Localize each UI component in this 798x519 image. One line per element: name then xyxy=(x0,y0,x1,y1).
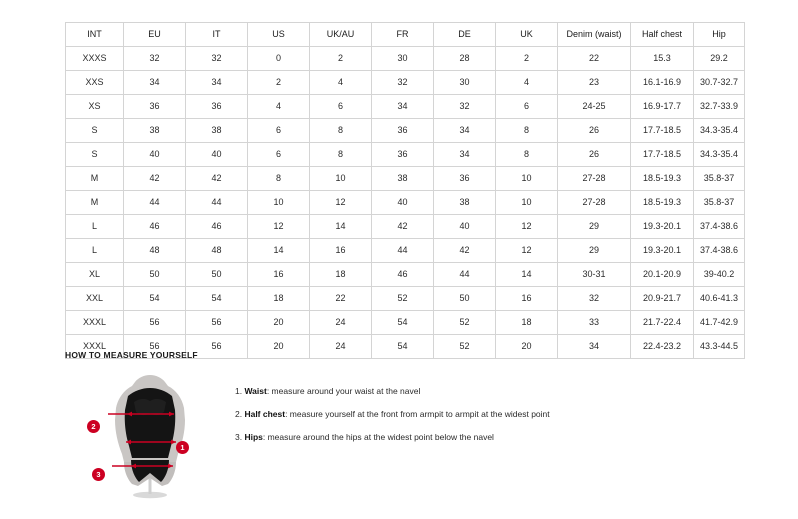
cell-int: L xyxy=(66,239,124,263)
cell-half-chest: 16.1-16.9 xyxy=(631,71,694,95)
how-to-measure-section xyxy=(65,350,745,499)
cell-uk: 12 xyxy=(496,215,558,239)
table-header xyxy=(66,23,745,47)
cell-eu: 50 xyxy=(124,263,186,287)
cell-uk: 14 xyxy=(496,263,558,287)
column-header-fr: FR xyxy=(372,23,434,47)
cell-fr: 54 xyxy=(372,311,434,335)
how-to-measure-title: HOW TO MEASURE YOURSELF xyxy=(65,350,198,360)
cell-us: 18 xyxy=(248,287,310,311)
cell-fr: 42 xyxy=(372,215,434,239)
table-row xyxy=(66,95,745,119)
column-header-uk: UK xyxy=(496,23,558,47)
cell-fr: 52 xyxy=(372,287,434,311)
cell-int: L xyxy=(66,215,124,239)
cell-hip: 34.3-35.4 xyxy=(694,143,745,167)
cell-hip: 43.3-44.5 xyxy=(694,335,745,359)
cell-half-chest: 15.3 xyxy=(631,47,694,71)
cell-de: 38 xyxy=(434,191,496,215)
cell-uk-au: 6 xyxy=(310,95,372,119)
cell-denim-waist: 24-25 xyxy=(558,95,631,119)
cell-de: 44 xyxy=(434,263,496,287)
cell-us: 2 xyxy=(248,71,310,95)
cell-de: 52 xyxy=(434,311,496,335)
how-to-measure-body xyxy=(65,374,745,499)
column-header-uk-au: UK/AU xyxy=(310,23,372,47)
cell-us: 6 xyxy=(248,119,310,143)
cell-fr: 46 xyxy=(372,263,434,287)
cell-uk: 8 xyxy=(496,119,558,143)
cell-int: XXS xyxy=(66,71,124,95)
cell-eu: 42 xyxy=(124,167,186,191)
cell-hip: 40.6-41.3 xyxy=(694,287,745,311)
cell-int: XL xyxy=(66,263,124,287)
column-header-it: IT xyxy=(186,23,248,47)
cell-it: 46 xyxy=(186,215,248,239)
cell-us: 20 xyxy=(248,311,310,335)
cell-half-chest: 22.4-23.2 xyxy=(631,335,694,359)
cell-fr: 36 xyxy=(372,143,434,167)
badge-half-chest: 2 xyxy=(87,420,100,433)
measure-step-waist xyxy=(235,386,745,397)
cell-hip: 41.7-42.9 xyxy=(694,311,745,335)
mannequin-illustration xyxy=(90,374,205,499)
table-row xyxy=(66,287,745,311)
step-term: Waist xyxy=(244,386,267,396)
cell-us: 10 xyxy=(248,191,310,215)
cell-us: 20 xyxy=(248,335,310,359)
cell-fr: 30 xyxy=(372,47,434,71)
cell-int: M xyxy=(66,191,124,215)
cell-int: XXXL xyxy=(66,335,124,359)
cell-it: 56 xyxy=(186,335,248,359)
cell-denim-waist: 29 xyxy=(558,215,631,239)
cell-hip: 35.8-37 xyxy=(694,167,745,191)
cell-denim-waist: 32 xyxy=(558,287,631,311)
step-number: 3. xyxy=(235,432,245,443)
table-row xyxy=(66,119,745,143)
cell-int: XXL xyxy=(66,287,124,311)
cell-uk-au: 12 xyxy=(310,191,372,215)
cell-us: 14 xyxy=(248,239,310,263)
column-header-int: INT xyxy=(66,23,124,47)
cell-uk: 18 xyxy=(496,311,558,335)
cell-denim-waist: 33 xyxy=(558,311,631,335)
cell-de: 40 xyxy=(434,215,496,239)
cell-de: 36 xyxy=(434,167,496,191)
cell-denim-waist: 23 xyxy=(558,71,631,95)
step-term: Half chest xyxy=(244,409,286,420)
column-header-de: DE xyxy=(434,23,496,47)
table-header-row xyxy=(66,23,745,47)
cell-de: 52 xyxy=(434,335,496,359)
cell-hip: 32.7-33.9 xyxy=(694,95,745,119)
mannequin-svg xyxy=(90,374,205,499)
cell-fr: 54 xyxy=(372,335,434,359)
cell-uk-au: 2 xyxy=(310,47,372,71)
measure-step-half-chest xyxy=(235,409,745,420)
cell-uk-au: 4 xyxy=(310,71,372,95)
column-header-eu: EU xyxy=(124,23,186,47)
cell-half-chest: 17.7-18.5 xyxy=(631,143,694,167)
cell-it: 34 xyxy=(186,71,248,95)
cell-uk: 16 xyxy=(496,287,558,311)
cell-uk-au: 22 xyxy=(310,287,372,311)
cell-it: 40 xyxy=(186,143,248,167)
cell-us: 8 xyxy=(248,167,310,191)
cell-us: 0 xyxy=(248,47,310,71)
cell-hip: 39-40.2 xyxy=(694,263,745,287)
table-row xyxy=(66,263,745,287)
cell-eu: 32 xyxy=(124,47,186,71)
cell-fr: 38 xyxy=(372,167,434,191)
cell-half-chest: 16.9-17.7 xyxy=(631,95,694,119)
cell-it: 42 xyxy=(186,167,248,191)
cell-hip: 35.8-37 xyxy=(694,191,745,215)
cell-de: 30 xyxy=(434,71,496,95)
cell-uk-au: 18 xyxy=(310,263,372,287)
cell-half-chest: 19.3-20.1 xyxy=(631,215,694,239)
cell-half-chest: 18.5-19.3 xyxy=(631,191,694,215)
cell-hip: 37.4-38.6 xyxy=(694,239,745,263)
cell-uk-au: 24 xyxy=(310,311,372,335)
step-number: 2. xyxy=(235,409,245,420)
cell-it: 32 xyxy=(186,47,248,71)
cell-it: 38 xyxy=(186,119,248,143)
cell-hip: 34.3-35.4 xyxy=(694,119,745,143)
cell-de: 50 xyxy=(434,287,496,311)
cell-de: 32 xyxy=(434,95,496,119)
cell-it: 44 xyxy=(186,191,248,215)
cell-half-chest: 17.7-18.5 xyxy=(631,119,694,143)
cell-denim-waist: 34 xyxy=(558,335,631,359)
cell-denim-waist: 26 xyxy=(558,143,631,167)
step-text: : measure around your waist at the navel xyxy=(266,386,421,396)
cell-eu: 44 xyxy=(124,191,186,215)
size-chart-table xyxy=(65,22,745,359)
table-row xyxy=(66,215,745,239)
cell-us: 4 xyxy=(248,95,310,119)
cell-hip: 37.4-38.6 xyxy=(694,215,745,239)
cell-uk: 8 xyxy=(496,143,558,167)
cell-eu: 48 xyxy=(124,239,186,263)
cell-uk-au: 8 xyxy=(310,143,372,167)
cell-us: 12 xyxy=(248,215,310,239)
cell-uk: 2 xyxy=(496,47,558,71)
table-row xyxy=(66,239,745,263)
cell-eu: 56 xyxy=(124,311,186,335)
cell-it: 56 xyxy=(186,311,248,335)
cell-int: XXXS xyxy=(66,47,124,71)
cell-fr: 36 xyxy=(372,119,434,143)
badge-waist: 1 xyxy=(176,441,189,454)
cell-us: 16 xyxy=(248,263,310,287)
cell-it: 50 xyxy=(186,263,248,287)
cell-eu: 40 xyxy=(124,143,186,167)
column-header-us: US xyxy=(248,23,310,47)
cell-it: 54 xyxy=(186,287,248,311)
cell-fr: 32 xyxy=(372,71,434,95)
table-row xyxy=(66,311,745,335)
badge-hips: 3 xyxy=(92,468,105,481)
column-header-half-chest: Half chest xyxy=(631,23,694,47)
cell-denim-waist: 22 xyxy=(558,47,631,71)
table-row xyxy=(66,191,745,215)
cell-uk-au: 16 xyxy=(310,239,372,263)
cell-half-chest: 20.9-21.7 xyxy=(631,287,694,311)
cell-uk: 4 xyxy=(496,71,558,95)
size-chart-container xyxy=(65,22,739,359)
cell-us: 6 xyxy=(248,143,310,167)
table-row xyxy=(66,167,745,191)
cell-half-chest: 19.3-20.1 xyxy=(631,239,694,263)
cell-uk-au: 10 xyxy=(310,167,372,191)
cell-uk: 10 xyxy=(496,167,558,191)
column-header-denim-waist: Denim (waist) xyxy=(558,23,631,47)
cell-int: M xyxy=(66,167,124,191)
cell-eu: 36 xyxy=(124,95,186,119)
cell-int: XS xyxy=(66,95,124,119)
cell-int: S xyxy=(66,119,124,143)
cell-denim-waist: 26 xyxy=(558,119,631,143)
cell-denim-waist: 27-28 xyxy=(558,191,631,215)
cell-eu: 54 xyxy=(124,287,186,311)
measure-step-hips xyxy=(235,432,745,443)
cell-uk: 10 xyxy=(496,191,558,215)
step-text: : measure around the hips at the widest point below the navel xyxy=(262,432,494,443)
cell-fr: 44 xyxy=(372,239,434,263)
table-row xyxy=(66,143,745,167)
step-number: 1. xyxy=(235,386,245,396)
cell-hip: 30.7-32.7 xyxy=(694,71,745,95)
cell-fr: 40 xyxy=(372,191,434,215)
cell-de: 42 xyxy=(434,239,496,263)
cell-denim-waist: 30-31 xyxy=(558,263,631,287)
measure-steps-list xyxy=(235,374,745,455)
table-row xyxy=(66,47,745,71)
cell-uk-au: 8 xyxy=(310,119,372,143)
cell-uk-au: 14 xyxy=(310,215,372,239)
cell-hip: 29.2 xyxy=(694,47,745,71)
cell-uk-au: 24 xyxy=(310,335,372,359)
cell-uk: 12 xyxy=(496,239,558,263)
step-text: : measure yourself at the front from armpit to armpit at the widest point xyxy=(285,409,550,420)
column-header-hip: Hip xyxy=(694,23,745,47)
cell-int: XXXL xyxy=(66,311,124,335)
cell-half-chest: 20.1-20.9 xyxy=(631,263,694,287)
cell-half-chest: 21.7-22.4 xyxy=(631,311,694,335)
cell-uk: 6 xyxy=(496,95,558,119)
cell-de: 34 xyxy=(434,119,496,143)
cell-it: 48 xyxy=(186,239,248,263)
table-body xyxy=(66,47,745,359)
cell-uk: 20 xyxy=(496,335,558,359)
cell-eu: 38 xyxy=(124,119,186,143)
cell-it: 36 xyxy=(186,95,248,119)
cell-de: 28 xyxy=(434,47,496,71)
step-term: Hips xyxy=(244,432,263,443)
table-row xyxy=(66,71,745,95)
cell-eu: 34 xyxy=(124,71,186,95)
cell-denim-waist: 27-28 xyxy=(558,167,631,191)
cell-denim-waist: 29 xyxy=(558,239,631,263)
cell-half-chest: 18.5-19.3 xyxy=(631,167,694,191)
cell-fr: 34 xyxy=(372,95,434,119)
cell-eu: 46 xyxy=(124,215,186,239)
cell-int: S xyxy=(66,143,124,167)
cell-eu: 56 xyxy=(124,335,186,359)
cell-de: 34 xyxy=(434,143,496,167)
